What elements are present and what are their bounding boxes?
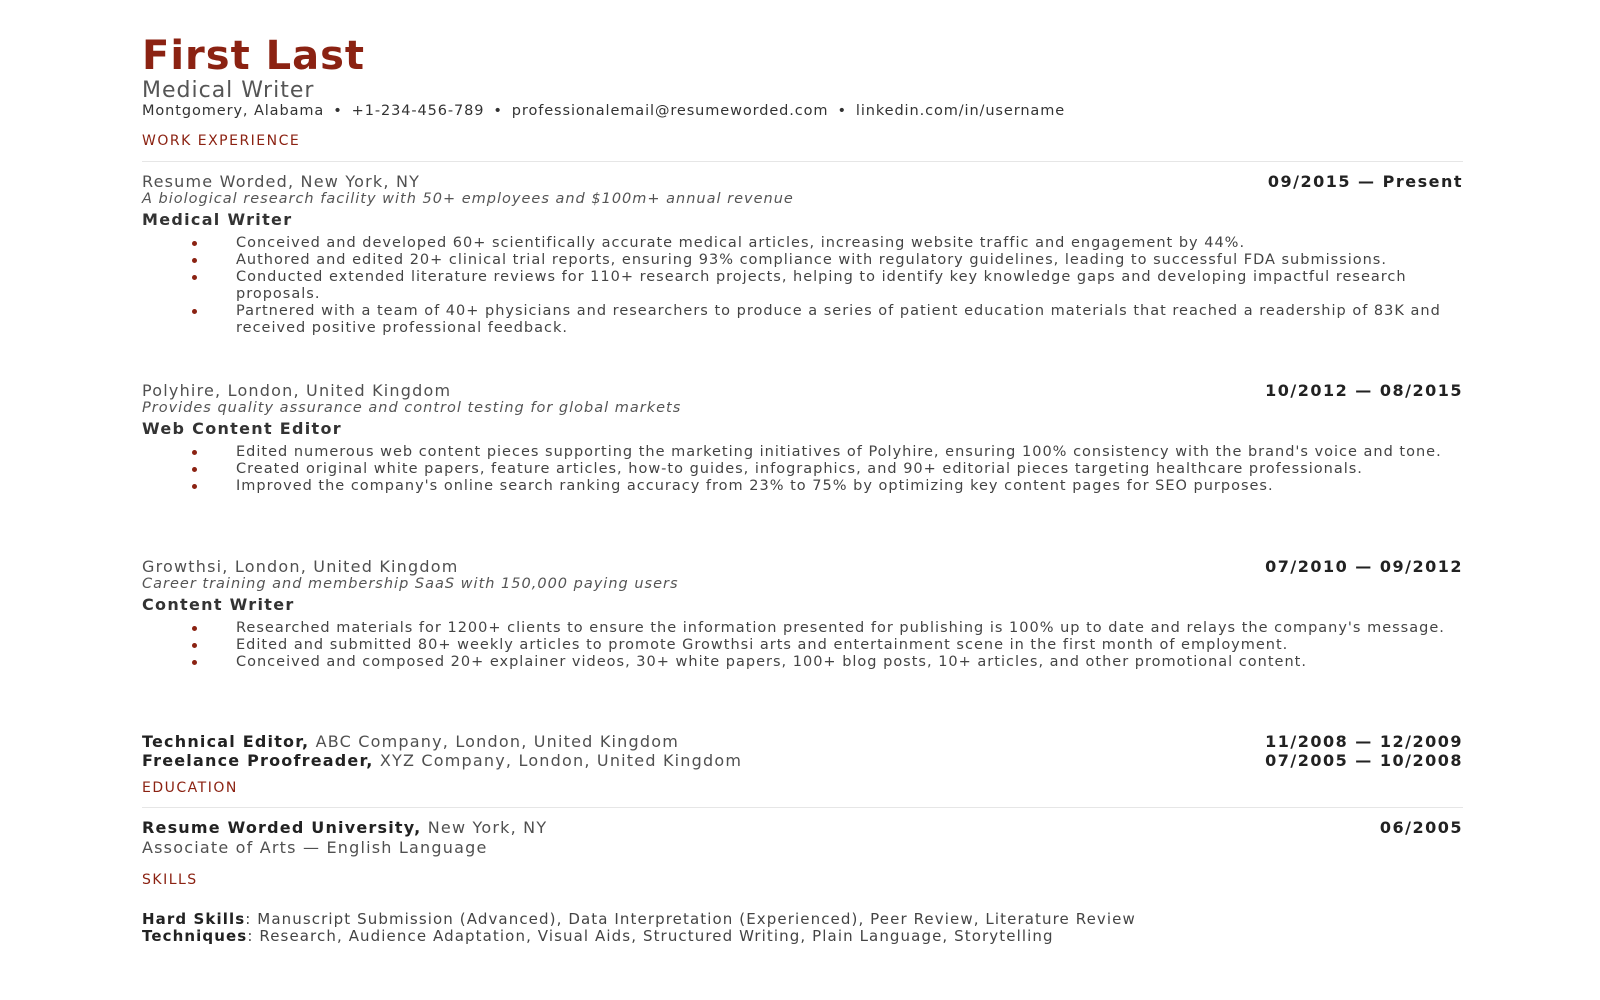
skills-hard	[142, 910, 1136, 928]
short-job-dates: 07/2005 — 10/2008	[1265, 751, 1463, 770]
job-bullet: Improved the company's online search ranking accuracy from 23% to 75% by optimizing key content pages for SEO purposes.	[142, 478, 1463, 495]
job-description: Career training and membership SaaS with 150,000 paying users	[142, 576, 679, 592]
education-degree-row	[142, 838, 1463, 857]
contact-phone: +1-234-456-789	[351, 103, 485, 119]
skills-hard-value: : Manuscript Submission (Advanced), Data Interpretation (Experienced), Peer Review, Literature Review	[245, 910, 1136, 928]
section-heading-education: EDUCATION	[142, 780, 238, 796]
job-header	[142, 172, 1463, 190]
job-bullet: Authored and edited 20+ clinical trial reports, ensuring 93% compliance with regulatory guidelines, leading to successful FDA submissions.	[142, 252, 1463, 269]
candidate-title: Medical Writer	[142, 78, 315, 103]
job-bullet: Conducted extended literature reviews for 110+ research projects, helping to identify key knowledge gaps and developing impactful research proposals.	[142, 269, 1463, 303]
contact-linkedin: linkedin.com/in/username	[855, 103, 1066, 119]
job-dates: 07/2010 — 09/2012	[1265, 557, 1463, 576]
short-job-role: Freelance Proofreader,	[142, 751, 374, 770]
section-heading-work: WORK EXPERIENCE	[142, 133, 301, 149]
contact-location: Montgomery, Alabama	[142, 103, 325, 119]
job-bullet: Conceived and composed 20+ explainer videos, 30+ white papers, 100+ blog posts, 10+ articles, and other promotional content.	[142, 654, 1463, 671]
contact-separator: •	[493, 103, 503, 119]
job-description: A biological research facility with 50+ employees and $100m+ annual revenue	[142, 191, 794, 207]
contact-email: professionalemail@resumeworded.com	[511, 103, 829, 119]
skills-hard-label: Hard Skills	[142, 910, 246, 928]
job-description: Provides quality assurance and control testing for global markets	[142, 400, 682, 416]
contact-separator: •	[837, 103, 847, 119]
section-divider	[142, 807, 1463, 808]
contact-separator: •	[333, 103, 343, 119]
job-entry	[142, 172, 1463, 337]
contact-line	[142, 103, 1065, 119]
job-role: Medical Writer	[142, 210, 293, 229]
short-job-role: Technical Editor,	[142, 732, 310, 751]
skills-techniques	[142, 927, 1054, 945]
job-bullet: Conceived and developed 60+ scientifically accurate medical articles, increasing website traffic and engagement by 44%.	[142, 235, 1463, 252]
short-job-company: ABC Company, London, United Kingdom	[315, 732, 679, 751]
short-job-entry	[142, 732, 1463, 751]
job-bullet: Partnered with a team of 40+ physicians and researchers to produce a series of patient education materials that reached a readership of 83K and received positive professional feedback.	[142, 303, 1463, 337]
job-company: Resume Worded, New York, NY	[142, 172, 421, 191]
job-bullets	[142, 444, 1463, 495]
job-bullet: Researched materials for 1200+ clients to ensure the information presented for publishing is 100% up to date and relays the company's message.	[142, 620, 1463, 637]
skills-tech-value: : Research, Audience Adaptation, Visual Aids, Structured Writing, Plain Language, Storytelling	[247, 927, 1054, 945]
job-bullet: Edited and submitted 80+ weekly articles to promote Growthsi arts and entertainment scene in the first month of employment.	[142, 637, 1463, 654]
job-header	[142, 381, 1463, 399]
job-bullets	[142, 235, 1463, 337]
job-dates: 10/2012 — 08/2015	[1265, 381, 1463, 400]
short-job-dates: 11/2008 — 12/2009	[1265, 732, 1463, 751]
job-header	[142, 557, 1463, 575]
short-job-entry	[142, 751, 1463, 770]
job-entry	[142, 557, 1463, 671]
job-role: Web Content Editor	[142, 419, 342, 438]
job-company: Growthsi, London, United Kingdom	[142, 557, 459, 576]
skills-tech-label: Techniques	[142, 927, 248, 945]
candidate-name: First Last	[142, 33, 366, 79]
short-job-title	[142, 751, 742, 770]
education-date: 06/2005	[1379, 818, 1463, 837]
job-role: Content Writer	[142, 595, 295, 614]
education-school-line	[142, 818, 547, 837]
job-bullet: Created original white papers, feature articles, how-to guides, infographics, and 90+ editorial pieces targeting healthcare professionals.	[142, 461, 1463, 478]
job-entry	[142, 381, 1463, 495]
short-job-company: XYZ Company, London, United Kingdom	[379, 751, 743, 770]
job-bullets	[142, 620, 1463, 671]
section-heading-skills: SKILLS	[142, 872, 198, 888]
job-bullet: Edited numerous web content pieces supporting the marketing initiatives of Polyhire, ensuring 100% consistency with the brand's voice and tone.	[142, 444, 1463, 461]
short-job-title	[142, 732, 679, 751]
job-dates: 09/2015 — Present	[1267, 172, 1463, 191]
job-company: Polyhire, London, United Kingdom	[142, 381, 452, 400]
education-location: New York, NY	[427, 818, 548, 837]
education-entry	[142, 818, 1463, 837]
education-school: Resume Worded University,	[142, 818, 422, 837]
education-degree: Associate of Arts — English Language	[142, 838, 488, 857]
section-divider	[142, 161, 1463, 162]
